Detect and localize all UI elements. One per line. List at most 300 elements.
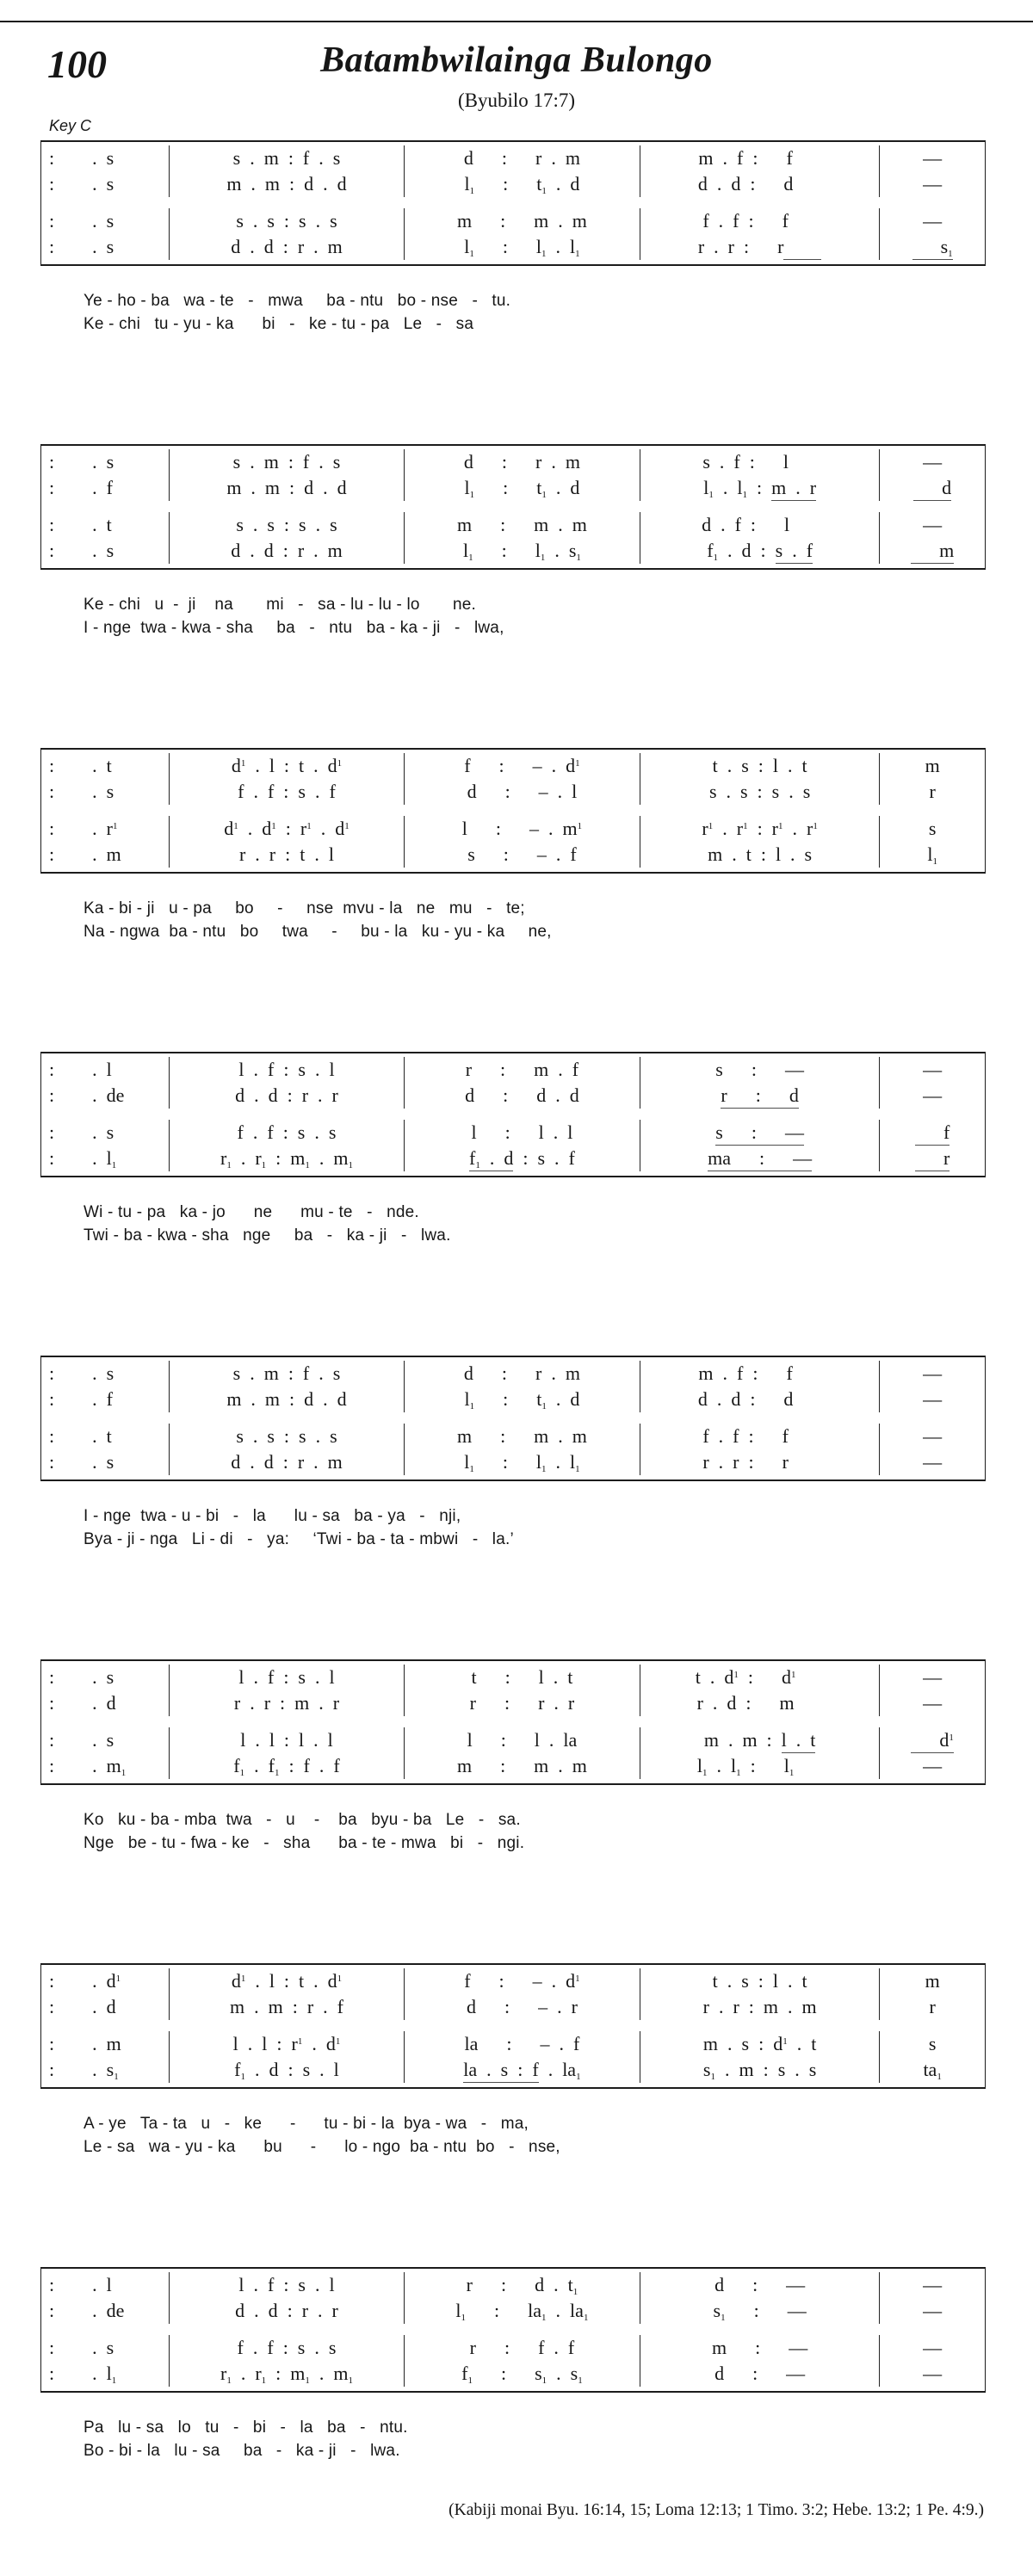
bar-cell: $r_1$ . $r_1$ : $m_1$ . $m_1$ — [170, 1146, 405, 1171]
bar-cell: f : – . $d^1$ — [405, 1968, 640, 1994]
octave-mark: 1 — [305, 2375, 310, 2386]
voice-row — [41, 2298, 985, 2324]
bar-cell: l . l : $r^1$ . $d^1$ — [170, 2031, 405, 2057]
bar-cell: : . $l_1$ — [41, 1146, 170, 1171]
bar-cell: r . r : t . l — [170, 842, 405, 868]
bar-cell: $s_1$ : — — [640, 2298, 880, 2324]
octave-mark: 1 — [461, 2313, 467, 2323]
bar-cell: : . s — [41, 538, 170, 564]
key-signature: Key C — [49, 117, 92, 134]
octave-mark: 1 — [575, 1464, 580, 1474]
bar-cell: $l_1$ : $l_1$ . $s_1$ — [405, 538, 640, 564]
voice-pair — [41, 1968, 985, 2021]
voice-row — [41, 475, 985, 501]
bar-cell: d : – . l — [405, 779, 640, 805]
bar-cell: $d^1$ . $d^1$ : $r^1$ . $d^1$ — [170, 816, 405, 842]
octave-mark: 1 — [702, 1768, 708, 1778]
bar-cell: — — [923, 1451, 943, 1473]
bar-cell — [640, 1120, 880, 1146]
bar-cell: : . m — [41, 2031, 170, 2057]
voice-pair — [41, 448, 985, 502]
slur-underline: r — [915, 1147, 949, 1171]
bar-cell: : . $s_1$ — [41, 2057, 170, 2083]
system-4 — [40, 1052, 986, 1247]
voice-row — [41, 2272, 985, 2298]
bar-cell: — — [923, 1388, 943, 1410]
lyrics — [40, 1504, 986, 1551]
bar-cell: m — [925, 1970, 940, 1992]
bar-cell: m . m : d . d — [170, 1387, 405, 1412]
notation-box — [40, 1659, 986, 1785]
bar-cell: $l_1$ : $t_1$ . d — [405, 171, 640, 197]
voice-pair — [41, 1360, 985, 1413]
octave-mark: 1 — [335, 2036, 341, 2047]
voice-row — [41, 1083, 985, 1109]
bar-cell: : . s — [41, 1120, 170, 1146]
bar-cell: : . $l_1$ — [41, 2361, 170, 2387]
octave-mark: 1 — [813, 821, 818, 831]
voice-row — [41, 1361, 985, 1387]
slur-underline: $f_1$ . d — [469, 1147, 514, 1171]
bar-cell: la . s : f . $la_1$ — [405, 2057, 640, 2083]
octave-mark: 1 — [348, 2375, 353, 2386]
bar-cell: $l_1$ : $t_1$ . d — [405, 475, 640, 501]
bar-cell: — — [923, 2274, 943, 2295]
bar-cell — [880, 475, 985, 501]
system-3 — [40, 748, 986, 943]
notation-box — [40, 748, 986, 874]
octave-mark: 1 — [261, 1160, 267, 1171]
bar-cell: — — [923, 1666, 943, 1688]
voice-row — [41, 1753, 985, 1779]
bar-cell: s . m : f . s — [170, 145, 405, 171]
bar-cell: : . s — [41, 145, 170, 171]
voice-pair — [41, 1119, 985, 1172]
bar-cell: — — [923, 210, 943, 232]
bar-cell: d . d : d — [640, 171, 880, 197]
slur-underline: d — [913, 477, 951, 501]
octave-mark: 1 — [344, 821, 349, 831]
notation-box — [40, 1052, 986, 1177]
octave-mark: 1 — [743, 821, 748, 831]
bar-cell: r . d : m — [640, 1690, 880, 1716]
bar-cell: s — [928, 2033, 937, 2054]
bar-cell: — — [923, 1755, 943, 1776]
bar-cell: — — [923, 2363, 943, 2384]
bar-cell: m . m : l . t — [640, 1727, 880, 1753]
system-5 — [40, 1356, 986, 1551]
bar-cell — [880, 1146, 985, 1171]
voice-pair — [41, 1664, 985, 1717]
system-2 — [40, 444, 986, 639]
octave-mark: 1 — [577, 821, 583, 831]
lyric-line: Bya - ji - nga Li - di - ya: ‘Twi - ba - ta - mbwi - la.’ — [84, 1530, 514, 1548]
voice-row — [41, 1994, 985, 2020]
bar-cell: : . $m_1$ — [41, 1753, 170, 1779]
bar-cell: m . m : d . d — [170, 475, 405, 501]
bar-cell: r . r : r — [640, 1449, 880, 1475]
bar-cell: m . m : r . f — [170, 1994, 405, 2020]
lyrics — [40, 1808, 986, 1855]
bar-cell: : . d — [41, 1994, 170, 2020]
voice-row — [41, 1968, 985, 1994]
voice-pair — [41, 815, 985, 868]
bar-cell: : . s — [41, 171, 170, 197]
lyrics — [40, 1201, 986, 1247]
bar-cell: f . f : f — [640, 1424, 880, 1449]
octave-mark: 1 — [708, 821, 714, 831]
bar-cell: d : r . m — [405, 449, 640, 475]
slur-underline: l . t — [782, 1729, 816, 1753]
voice-row — [41, 753, 985, 779]
bar-cell: $f_1$ . d : s . f — [640, 538, 880, 564]
bar-cell: $s_1$ . m : s . s — [640, 2057, 880, 2083]
bar-cell: : . s — [41, 208, 170, 234]
hymn-number: 100 — [47, 42, 107, 86]
bar-cell: — — [923, 147, 943, 169]
bar-cell: d : — — [640, 2272, 880, 2298]
bar-cell: d : — — [640, 2361, 880, 2387]
bar-cell: t . s : l . t — [640, 753, 880, 779]
bar-cell: m . f : f — [640, 145, 880, 171]
octave-mark: 1 — [112, 821, 118, 831]
bar-cell: d . d : r . r — [170, 2298, 405, 2324]
bar-cell: $l_1$ : $l_1$ . $l_1$ — [405, 234, 640, 260]
bar-cell: f . f : f — [640, 208, 880, 234]
octave-mark: 1 — [782, 2036, 788, 2047]
bar-cell — [880, 234, 985, 260]
bar-cell: : . t — [41, 512, 170, 538]
bar-cell: t : l . t — [405, 1665, 640, 1690]
octave-mark: 1 — [575, 758, 580, 769]
octave-mark: 1 — [226, 2375, 232, 2386]
octave-mark: 1 — [541, 249, 547, 259]
bar-cell: $r^1$ . $r^1$ : $r^1$ . $r^1$ — [640, 816, 880, 842]
octave-mark: 1 — [239, 1768, 245, 1778]
header — [47, 40, 986, 86]
bar-cell: t . $d^1$ : $d^1$ — [640, 1665, 880, 1690]
scripture-footer: (Kabiji monai Byu. 16:14, 15; Loma 12:13; 1 Timo. 3:2; Hebe. 13:2; 1 Pe. 4:9.) — [448, 2501, 984, 2519]
bar-cell: d : r . m — [405, 145, 640, 171]
slur-underline: s : — — [715, 1121, 804, 1146]
octave-mark: 1 — [583, 2313, 589, 2323]
bar-cell: m : — — [640, 2335, 880, 2361]
top-rule — [0, 21, 1033, 22]
voice-row — [41, 816, 985, 842]
lyric-line: Ye - ho - ba wa - te - mwa ba - ntu bo - nse - tu. — [84, 292, 511, 310]
octave-mark: 1 — [789, 1768, 795, 1778]
bar-cell: $f_1$ . d : s . f — [405, 1146, 640, 1171]
octave-mark: 1 — [469, 1401, 475, 1412]
voice-row — [41, 145, 985, 171]
system-1 — [40, 140, 986, 336]
bar-cell: — — [923, 2337, 943, 2358]
bar-cell: r . r : m . m — [640, 1994, 880, 2020]
voice-pair — [41, 752, 985, 806]
octave-mark: 1 — [575, 1974, 580, 1984]
voice-row — [41, 449, 985, 475]
bar-cell: : . t — [41, 753, 170, 779]
octave-mark: 1 — [541, 2313, 547, 2323]
bar-cell: : . t — [41, 1424, 170, 1449]
voice-row — [41, 171, 985, 197]
octave-mark: 1 — [240, 2072, 245, 2082]
bar-cell: : . m — [41, 842, 170, 868]
octave-mark: 1 — [469, 186, 475, 196]
octave-mark: 1 — [708, 490, 714, 500]
voice-row — [41, 1146, 985, 1171]
bar-cell: r : m . f — [405, 1057, 640, 1083]
slur-underline — [783, 236, 821, 260]
octave-mark: 1 — [469, 1464, 474, 1474]
bar-cell: : . $r^1$ — [41, 816, 170, 842]
bar-cell: f . f : s . s — [170, 1120, 405, 1146]
lyrics — [40, 2112, 986, 2159]
bar-cell: $f_1$ : $s_1$ . $s_1$ — [405, 2361, 640, 2387]
bar-cell: r : f . f — [405, 2335, 640, 2361]
bar-cell: s : — — [640, 1057, 880, 1083]
bar-cell: r — [929, 1996, 936, 2017]
voice-pair — [41, 2334, 985, 2388]
octave-mark: 1 — [111, 1160, 117, 1171]
octave-mark: 1 — [297, 2036, 303, 2047]
bar-cell: d . d : d — [640, 1387, 880, 1412]
bar-cell: s . s : s . s — [640, 779, 880, 805]
octave-mark: 1 — [572, 2287, 578, 2297]
bar-cell: — — [923, 2300, 943, 2321]
octave-mark: 1 — [306, 821, 312, 831]
voice-row — [41, 234, 985, 260]
bar-cell: $l_1$ . $l_1$ : m . r — [640, 475, 880, 501]
bar-cell: s . s : s . s — [170, 1424, 405, 1449]
bar-cell: d : – . r — [405, 1994, 640, 2020]
octave-mark: 1 — [576, 2072, 581, 2082]
octave-mark: 1 — [710, 2072, 715, 2082]
voice-pair — [41, 207, 985, 261]
voice-row — [41, 2031, 985, 2057]
bar-cell: : . s — [41, 234, 170, 260]
octave-mark: 1 — [240, 1974, 246, 1984]
octave-mark: 1 — [541, 1464, 547, 1474]
voice-row — [41, 2335, 985, 2361]
octave-mark: 1 — [791, 1670, 796, 1680]
voice-row — [41, 779, 985, 805]
lyric-line: Twi - ba - kwa - sha nge ba - ka - ji - lwa. — [84, 1226, 451, 1245]
lyric-line: Ke - chi tu - yu - ka bi - ke - tu - pa Le - sa — [84, 315, 474, 333]
bar-cell: $l_1$ . $l_1$ : $l_1$ — [640, 1753, 880, 1779]
bar-cell: la : – . f — [405, 2031, 640, 2057]
hymn-title: Batambwilainga Bulongo — [320, 40, 713, 80]
octave-mark: 1 — [261, 2375, 267, 2386]
octave-mark: 1 — [742, 490, 747, 500]
bar-cell: — — [923, 1692, 943, 1714]
octave-mark: 1 — [575, 249, 580, 259]
bar-cell: m : m . m — [405, 1753, 640, 1779]
notation-box — [40, 1963, 986, 2089]
lyric-line: Ka - bi - ji u - pa bo - nse mvu - la ne mu - te; — [84, 899, 525, 917]
lyric-line: Pa lu - sa lo tu - bi - la ba - ntu. — [84, 2418, 408, 2437]
bar-cell: m . f : f — [640, 1361, 880, 1387]
bar-cell: $l_1$ : $t_1$ . d — [405, 1387, 640, 1412]
bar-cell: f . f : s . f — [170, 779, 405, 805]
bar-cell — [880, 1120, 985, 1146]
voice-pair — [41, 2271, 985, 2325]
system-6 — [40, 1659, 986, 1855]
voice-row — [41, 1424, 985, 1449]
slur-underline: m . r — [771, 477, 816, 501]
lyric-line: Ko ku - ba - mba twa - u - ba byu - ba Le - sa. — [84, 1811, 521, 1829]
slur-underline: $d^1$ — [911, 1729, 954, 1753]
bar-cell: m : m . m — [405, 208, 640, 234]
octave-mark: 1 — [240, 758, 246, 769]
bar-cell: r . r : m . r — [170, 1690, 405, 1716]
voice-row — [41, 1727, 985, 1753]
voice-pair — [41, 145, 985, 198]
bar-cell: : . d — [41, 1690, 170, 1716]
octave-mark: 1 — [271, 821, 276, 831]
bar-cell: f : – . $d^1$ — [405, 753, 640, 779]
octave-mark: 1 — [305, 1160, 310, 1171]
bar-cell — [640, 1146, 880, 1171]
voice-pair — [41, 1727, 985, 1780]
bar-cell: — — [923, 514, 943, 535]
bar-cell: d . d : r . m — [170, 538, 405, 564]
bar-cell: : . s — [41, 779, 170, 805]
bar-cell: d . f : l — [640, 512, 880, 538]
bar-cell: r — [929, 781, 936, 802]
notation-box — [40, 1356, 986, 1481]
bar-cell: m . s : $d^1$ . t — [640, 2031, 880, 2057]
bar-cell: s . s : s . s — [170, 208, 405, 234]
bar-cell: : . de — [41, 2298, 170, 2324]
bar-cell: : . s — [41, 2335, 170, 2361]
octave-mark: 1 — [949, 1733, 954, 1743]
bar-cell: s — [928, 818, 937, 839]
octave-mark: 1 — [733, 1670, 739, 1680]
octave-mark: 1 — [469, 490, 475, 500]
lyric-line: I - nge twa - u - bi - la lu - sa ba - ya - nji, — [84, 1507, 461, 1525]
octave-mark: 1 — [541, 1401, 547, 1412]
bar-cell: — — [923, 1084, 943, 1106]
octave-mark: 1 — [948, 249, 953, 259]
bar-cell: — — [923, 1425, 943, 1447]
bar-cell — [640, 1083, 880, 1109]
slur-underline: s . f — [776, 540, 813, 564]
voice-row — [41, 1665, 985, 1690]
bar-cell: : . s — [41, 449, 170, 475]
slur-underline: ma : — — [708, 1147, 812, 1171]
slur-underline: la . s : f — [463, 2059, 538, 2083]
lyric-line: Ke - chi u - ji na mi - sa - lu - lu - lo ne. — [84, 596, 476, 614]
octave-mark: 1 — [721, 2313, 726, 2323]
octave-mark: 1 — [226, 1160, 232, 1171]
octave-mark: 1 — [736, 1768, 741, 1778]
bar-cell: t . s : l . t — [640, 1968, 880, 1994]
system-8 — [40, 2267, 986, 2462]
octave-mark: 1 — [115, 1974, 121, 1984]
voice-row — [41, 1057, 985, 1083]
octave-mark: 1 — [932, 856, 937, 867]
octave-mark: 1 — [468, 553, 473, 563]
octave-mark: 1 — [114, 2072, 119, 2082]
bar-cell: r : r . r — [405, 1690, 640, 1716]
systems-container — [40, 140, 986, 2571]
bar-cell: : . l — [41, 1057, 170, 1083]
voice-pair — [41, 1423, 985, 1476]
bar-cell: l . f : s . l — [170, 1665, 405, 1690]
bar-cell: s . f : l — [640, 449, 880, 475]
slur-underline: $s_1$ — [912, 236, 953, 259]
octave-mark: 1 — [337, 758, 343, 769]
bar-cell: r . r : r — [640, 234, 880, 260]
voice-row — [41, 1449, 985, 1475]
octave-mark: 1 — [348, 1160, 353, 1171]
octave-mark: 1 — [576, 553, 581, 563]
notation-box — [40, 2267, 986, 2393]
bar-cell — [880, 538, 985, 564]
voice-row — [41, 842, 985, 868]
bar-cell: $l_1$ : $la_1$ . $la_1$ — [405, 2298, 640, 2324]
bar-cell: — — [923, 1059, 943, 1080]
lyrics — [40, 2416, 986, 2462]
bar-cell: : . f — [41, 1387, 170, 1412]
bar-cell: $l_1$ : $l_1$ . $l_1$ — [405, 1449, 640, 1475]
bar-cell: $f_1$ . $f_1$ : f . f — [170, 1753, 405, 1779]
bar-cell: s . m : f . s — [170, 1361, 405, 1387]
octave-mark: 1 — [475, 1160, 480, 1171]
bar-cell: d . d : r . m — [170, 1449, 405, 1475]
bar-cell: s . m : f . s — [170, 449, 405, 475]
octave-mark: 1 — [337, 1974, 343, 1984]
bar-cell: l . f : s . l — [170, 2272, 405, 2298]
bar-cell: f . f : s . s — [170, 2335, 405, 2361]
voice-row — [41, 512, 985, 538]
bar-cell: d . d : r . m — [170, 234, 405, 260]
bar-cell: d : r . m — [405, 1361, 640, 1387]
bar-cell: m — [925, 755, 940, 776]
octave-mark: 1 — [541, 490, 547, 500]
bar-cell: : . de — [41, 1083, 170, 1109]
bar-cell: : . s — [41, 1361, 170, 1387]
bar-cell: : . s — [41, 1449, 170, 1475]
octave-mark: 1 — [233, 821, 238, 831]
lyric-line: Le - sa wa - yu - ka bu - lo - ngo ba - ntu bo - nse, — [84, 2138, 560, 2156]
bar-cell: $d^1$ . l : t . $d^1$ — [170, 753, 405, 779]
bar-cell: $f_1$ . d : s . l — [170, 2057, 405, 2083]
bar-cell: m . m : d . d — [170, 171, 405, 197]
hymn-subtitle: (Byubilo 17:7) — [457, 90, 576, 111]
lyrics — [40, 897, 986, 943]
voice-pair — [41, 2030, 985, 2084]
octave-mark: 1 — [778, 821, 783, 831]
octave-mark: 1 — [541, 186, 547, 196]
bar-cell: $ta_1$ — [923, 2059, 942, 2082]
bar-cell: d . d : r . r — [170, 1083, 405, 1109]
system-7 — [40, 1963, 986, 2159]
bar-cell: — — [923, 451, 943, 473]
octave-mark: 1 — [713, 553, 719, 563]
slur-underline: f — [915, 1121, 949, 1146]
octave-mark: 1 — [121, 1768, 127, 1778]
bar-cell: l : – . $m^1$ — [405, 816, 640, 842]
lyric-line: Bo - bi - la lu - sa ba - ka - ji - lwa. — [84, 2442, 400, 2460]
bar-cell: $r_1$ . $r_1$ : $m_1$ . $m_1$ — [170, 2361, 405, 2387]
bar-cell — [880, 1727, 985, 1753]
octave-mark: 1 — [541, 2375, 547, 2386]
bar-cell: l : l . la — [405, 1727, 640, 1753]
lyrics — [40, 289, 986, 336]
voice-row — [41, 2361, 985, 2387]
